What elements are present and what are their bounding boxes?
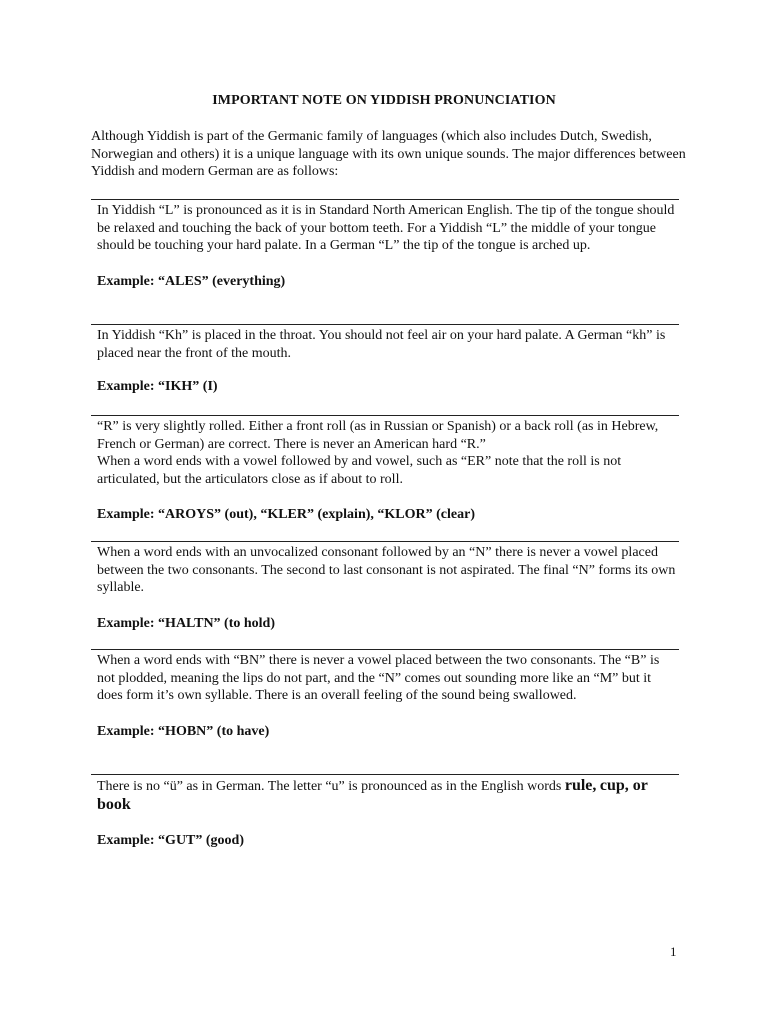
section-text (97, 544, 679, 597)
emphasized-connector: , or (624, 777, 648, 794)
section-r-sound (91, 415, 679, 523)
section-paragraph: In Yiddish “Kh” is placed in the throat. You should not feel air on your hard palate. A German “kh” is placed near the front of the mouth. (97, 328, 666, 361)
emphasized-word: book (97, 795, 131, 813)
section-example: Example: “HALTN” (to hold) (97, 615, 276, 631)
section-u-sound (91, 774, 679, 849)
emphasized-word: cup (599, 777, 625, 794)
paragraph-text: There is no “ü” as in German. The letter “u” is pronounced as in the English words (97, 779, 565, 794)
section-example: Example: “IKH” (I) (97, 379, 218, 394)
section-bn-sound (91, 649, 679, 740)
section-l-sound (91, 199, 679, 290)
section-text (97, 327, 679, 362)
section-divider (91, 649, 679, 650)
section-text (97, 202, 679, 255)
section-paragraph: When a word ends with an unvocalized consonant followed by an “N” there is never a vowel placed between the two consonants. The second to last consonant is not aspirated. The final “N” forms its own syllable. (97, 545, 676, 595)
section-text (97, 777, 679, 814)
section-paragraph (97, 777, 679, 814)
section-kh-sound (91, 324, 679, 395)
section-example: Example: “ALES” (everything) (97, 273, 286, 289)
section-paragraph: “R” is very slightly rolled. Either a front roll (as in Russian or Spanish) or a back roll (as in Hebrew, French or German) are correct. There is never an American hard “R.” (97, 419, 659, 452)
section-text (97, 418, 679, 488)
section-paragraph: When a word ends with a vowel followed by and vowel, such as “ER” note that the roll is not articulated, but the articulators close as if about to roll. (97, 454, 622, 487)
section-example: Example: “HOBN” (to have) (97, 723, 270, 739)
section-divider (91, 324, 679, 325)
section-paragraph: When a word ends with “BN” there is never a vowel placed between the two consonants. The “B” is not plodded, meaning the lips do not part, and the “N” comes out sounding more like an “M” but it does form it’s own syllable. There is an overall feeling of the sound being swallowed. (97, 653, 660, 703)
section-consonant-n (91, 541, 679, 632)
section-divider (91, 774, 679, 775)
section-divider (91, 541, 679, 542)
emphasized-word: rule, (564, 777, 597, 794)
section-divider (91, 415, 679, 416)
section-text (97, 652, 679, 705)
section-example: Example: “AROYS” (out), “KLER” (explain), “KLOR” (clear) (97, 507, 475, 522)
intro-paragraph: Although Yiddish is part of the Germanic family of languages (which also includes Dutch, Swedish, Norwegian and others) it is a unique language with its own unique sounds. The major differences between Yiddish and modern German are as follows: (91, 129, 686, 179)
page-number: 1 (670, 944, 677, 959)
section-example: Example: “GUT” (good) (97, 833, 244, 848)
section-paragraph: In Yiddish “L” is pronounced as it is in Standard North American English. The tip of the tongue should be relaxed and touching the back of your bottom teeth. For a Yiddish “L” the middle of your tongue should be touching your hard palate. In a German “L” the tip of the tongue is arched up. (97, 203, 675, 253)
document-title: IMPORTANT NOTE ON YIDDISH PRONUNCIATION (212, 93, 556, 108)
section-divider (91, 199, 679, 200)
